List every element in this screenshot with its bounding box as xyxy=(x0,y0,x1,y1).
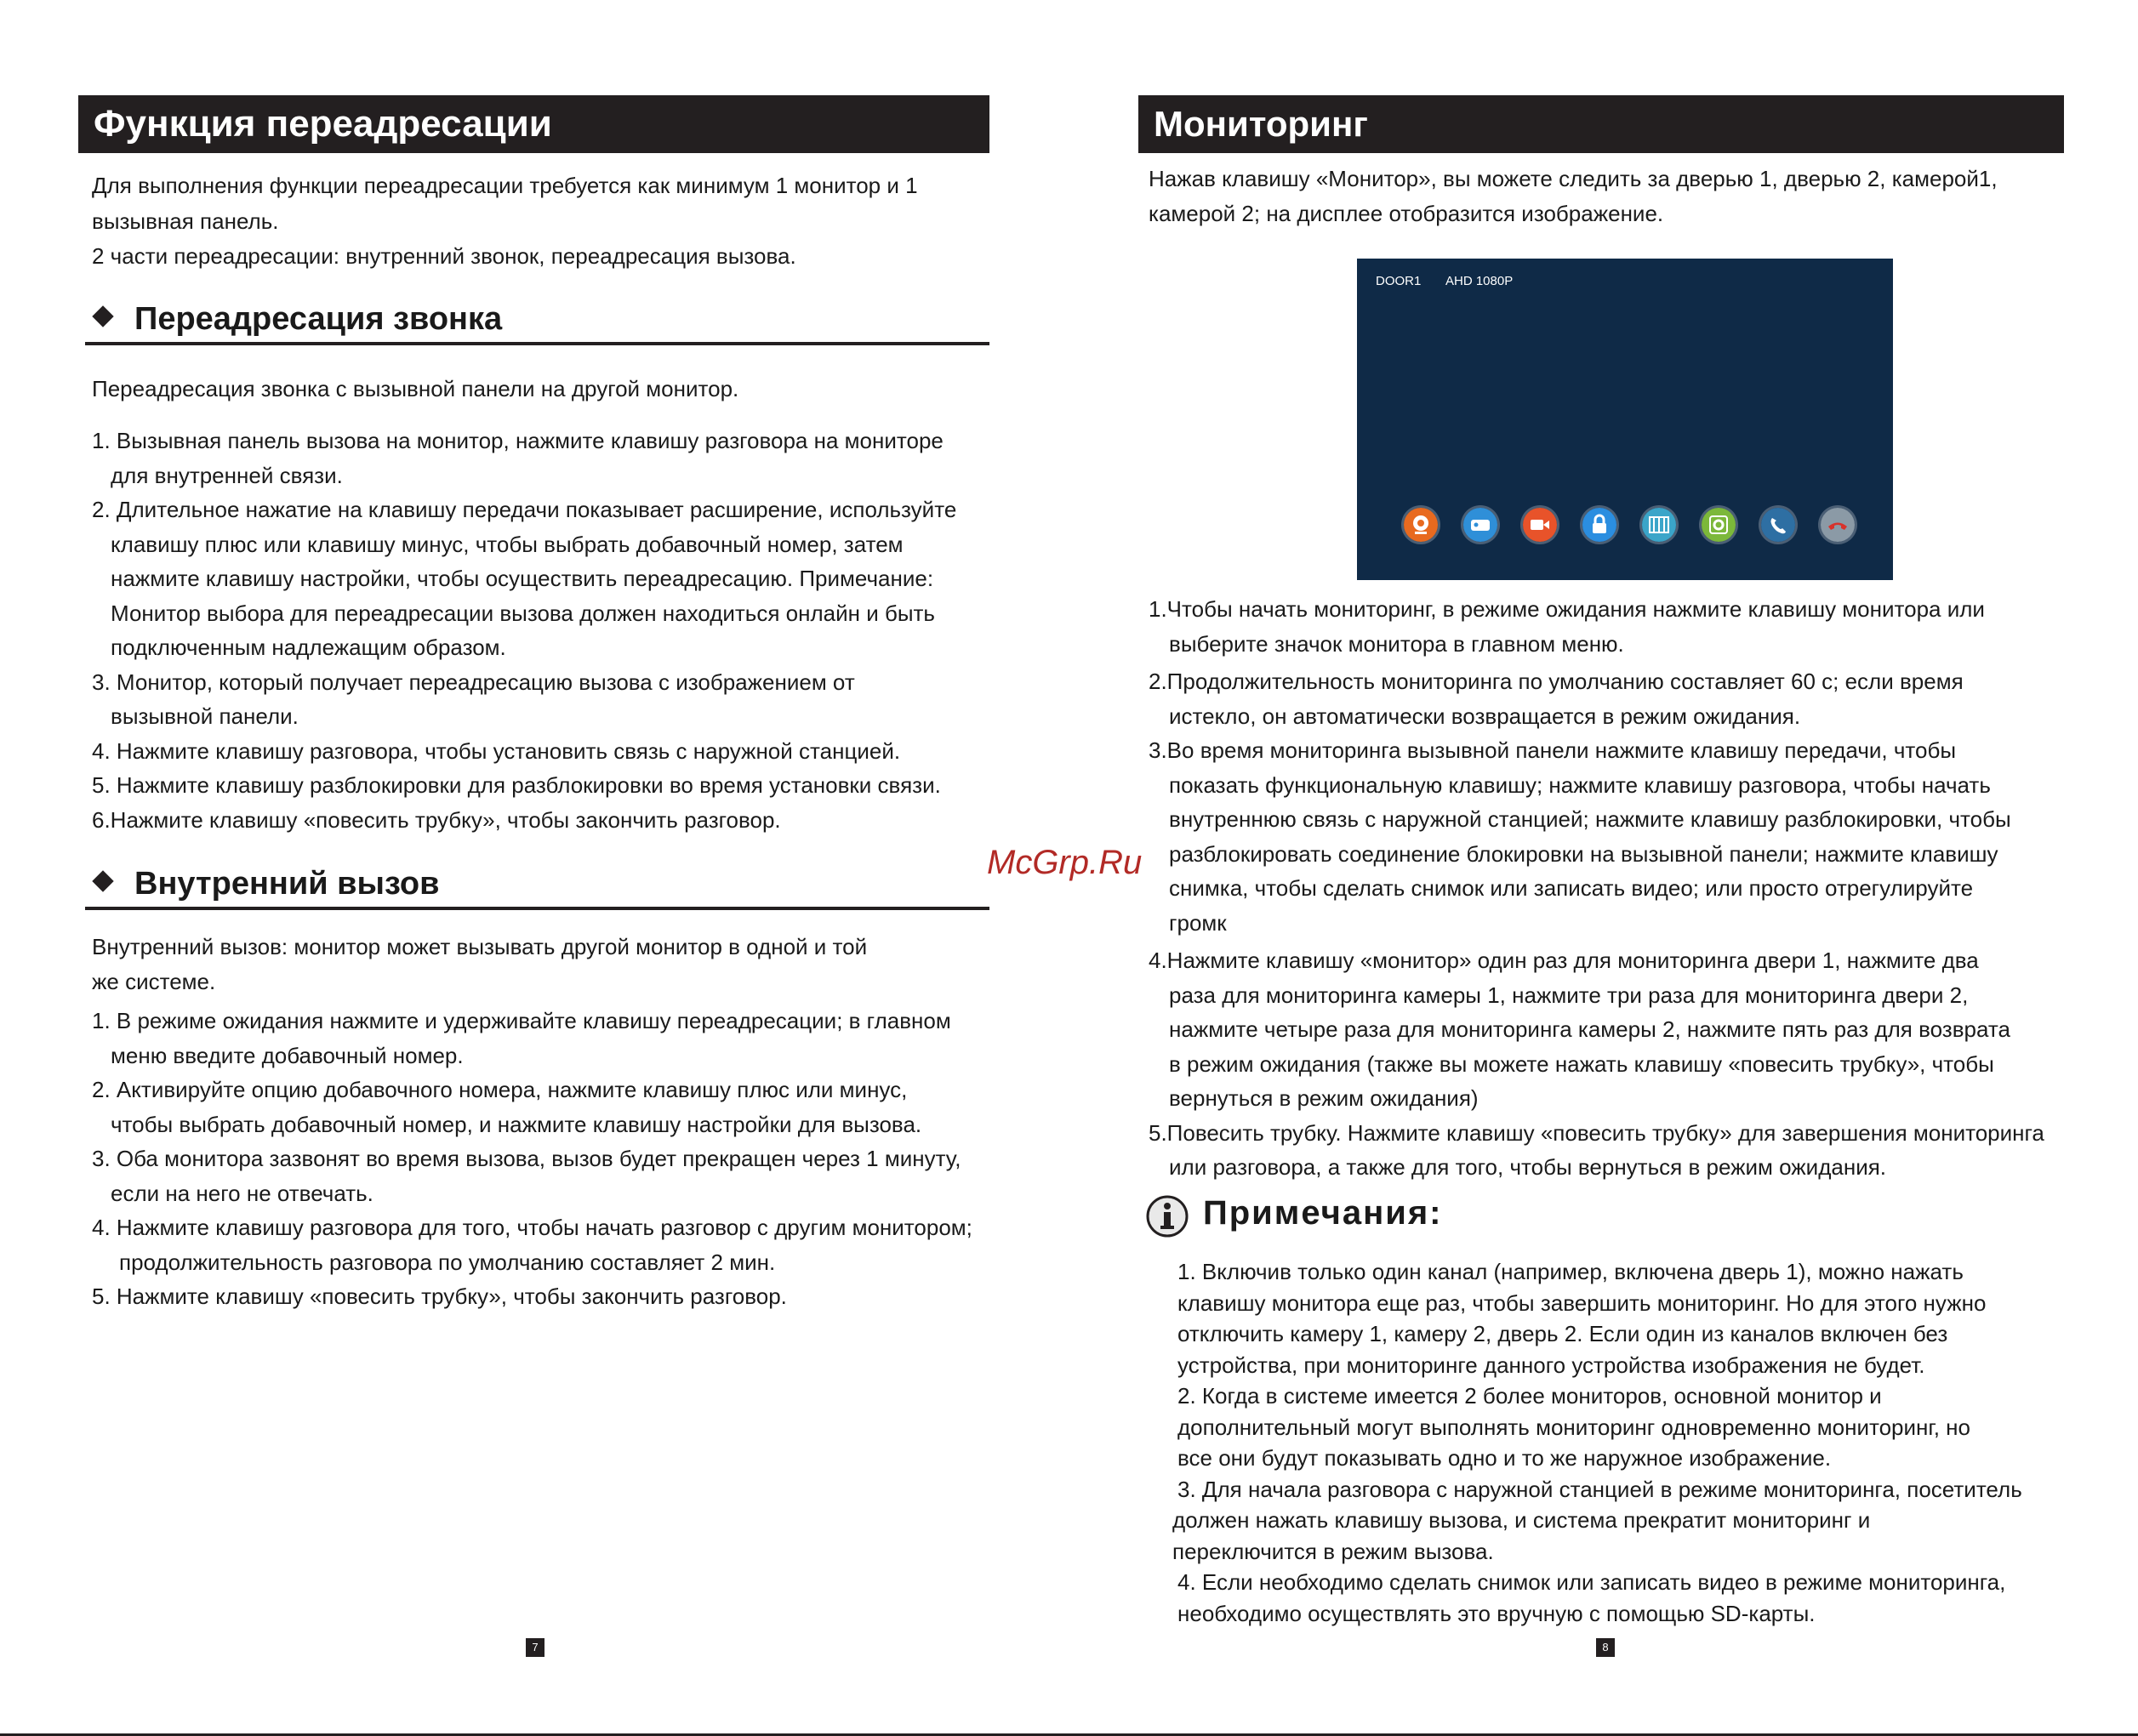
intro-line: же системе. xyxy=(92,969,216,994)
list-item: 5. Нажмите клавишу разблокировки для разблокировки во время установки связи. xyxy=(92,772,941,798)
internal-call-steps xyxy=(92,1004,972,1314)
list-item: вызывной панели. xyxy=(111,703,299,729)
page-number: 8 xyxy=(1596,1638,1615,1657)
list-item: истекло, он автоматически возвращается в режим ожидания. xyxy=(1169,703,1801,729)
list-item: 4. Если необходимо сделать снимок или записать видео в режиме мониторинга, xyxy=(1177,1569,2006,1595)
notes-title: Примечания: xyxy=(1203,1194,1443,1232)
list-item: Монитор выбора для переадресации вызова должен находиться онлайн и быть xyxy=(111,600,935,626)
call-redirect-intro: Переадресация звонка с вызывной панели на другой монитор. xyxy=(92,376,739,401)
monitoring-intro xyxy=(1149,162,1998,231)
list-item: нажмите четыре раза для мониторинга камеры 2, нажмите пять раз для возврата xyxy=(1169,1016,2010,1042)
internal-call-heading xyxy=(85,861,989,910)
icon-bg xyxy=(1702,508,1736,542)
call-redirect-steps xyxy=(92,424,956,837)
list-item: 1. Вызывная панель вызова на монитор, нажмите клавишу разговора на мониторе xyxy=(92,428,944,453)
list-item: показать функциональную клавишу; нажмите клавишу разговора, чтобы начать xyxy=(1169,771,1991,798)
list-item: отключить камеру 1, камеру 2, дверь 2. Если один из каналов включен без xyxy=(1177,1321,1948,1346)
list-item: 4. Нажмите клавишу разговора для того, чтобы начать разговор с другим монитором; xyxy=(92,1215,972,1240)
internal-call-intro xyxy=(92,930,867,999)
list-item: 2.Продолжительность мониторинга по умолчанию составляет 60 с; если время xyxy=(1149,669,1964,694)
list-item: снимка, чтобы сделать снимок или записать видео; или просто отрегулируйте xyxy=(1169,875,1974,901)
intro-line: камерой 2; на дисплее отобразится изображение. xyxy=(1149,201,1664,226)
list-item: клавишу плюс или клавишу минус, чтобы выбрать добавочный номер, затем xyxy=(111,531,904,557)
list-item: все они будут показывать одно и то же наружное изображение. xyxy=(1177,1445,1832,1471)
intro-line: Внутренний вызов: монитор может вызывать другой монитор в одной и той xyxy=(92,934,868,959)
settings-icon[interactable] xyxy=(1702,508,1736,542)
watermark: McGrp.Ru xyxy=(987,844,1143,881)
list-item: или разговора, а также для того, чтобы вернуться в режим ожидания. xyxy=(1169,1154,1887,1180)
list-item: 5. Нажмите клавишу «повесить трубку», чтобы закончить разговор. xyxy=(92,1284,787,1309)
list-item: 1. В режиме ожидания нажмите и удерживайте клавишу переадресации; в главном xyxy=(92,1008,951,1033)
list-item: 6.Нажмите клавишу «повесить трубку», чтобы закончить разговор. xyxy=(92,806,781,833)
redirect-intro xyxy=(92,168,918,275)
list-item: 3.Во время мониторинга вызывной панели нажмите клавишу передачи, чтобы xyxy=(1149,737,1957,763)
list-item: 2. Когда в системе имеется 2 более мониторов, основной монитор и xyxy=(1177,1383,1882,1409)
list-item: необходимо осуществлять это вручную с помощью SD-карты. xyxy=(1177,1600,1816,1626)
list-item: 5.Повесить трубку. Нажмите клавишу «повесить трубку» для завершения мониторинга xyxy=(1149,1119,2044,1146)
list-item: 4. Нажмите клавишу разговора, чтобы установить связь с наружной станцией. xyxy=(92,737,901,764)
list-item: переключится в режим вызова. xyxy=(1172,1538,1494,1564)
list-item: устройства, при мониторинге данного устройства изображения не будет. xyxy=(1177,1352,1925,1378)
intro-line: 2 части переадресации: внутренний звонок, переадресация вызова. xyxy=(92,243,796,269)
channel-label: DOOR1 xyxy=(1376,274,1422,288)
list-item: 3. Оба монитора зазвонят во время вызова, вызов будет прекращен через 1 минуту, xyxy=(92,1146,961,1171)
call-redirect-heading xyxy=(85,296,989,345)
list-item: громк xyxy=(1169,909,1227,936)
list-item: 2. Активируйте опцию добавочного номера, нажмите клавишу плюс или минус, xyxy=(92,1077,908,1102)
list-item: дополнительный могут выполнять мониторинг одновременно мониторинг, но xyxy=(1177,1414,1970,1440)
list-item: если на него не отвечать. xyxy=(111,1180,373,1206)
list-item: 4.Нажмите клавишу «монитор» один раз для мониторинга двери 1, нажмите два xyxy=(1149,948,1979,973)
monitoring-steps xyxy=(1149,592,2044,1185)
page-number: 7 xyxy=(526,1638,544,1657)
notes-list xyxy=(1172,1256,2022,1629)
info-icon xyxy=(1145,1194,1189,1243)
internal-call-title: Внутренний вызов xyxy=(134,866,440,902)
list-item: чтобы выбрать добавочный номер, и нажмите клавишу настройки для вызова. xyxy=(111,1111,922,1137)
list-item: 3. Монитор, который получает переадресацию вызова с изображением от xyxy=(92,669,855,695)
call-redirect-title: Переадресация звонка xyxy=(134,301,503,337)
list-item: 3. Для начала разговора с наружной станцией в режиме мониторинга, посетитель xyxy=(1177,1476,2022,1502)
intro-line: вызывная панель. xyxy=(92,208,279,234)
icon-bg xyxy=(1761,508,1795,542)
list-item: клавишу монитора еще раз, чтобы завершить мониторинг. Но для этого нужно xyxy=(1177,1289,1987,1316)
list-item: нажмите клавишу настройки, чтобы осуществить переадресацию. Примечание: xyxy=(111,566,934,591)
hangup-icon[interactable] xyxy=(1821,508,1855,542)
list-item: раза для мониторинга камеры 1, нажмите три раза для мониторинга двери 2, xyxy=(1169,982,1969,1008)
list-item: в режим ожидания (также вы можете нажать клавишу «повесить трубку», чтобы xyxy=(1169,1050,1994,1077)
list-item: 2. Длительное нажатие на клавишу передачи показывает расширение, используйте xyxy=(92,497,957,522)
list-item: 1. Включив только один канал (например, включена дверь 1), можно нажать xyxy=(1177,1259,1964,1284)
list-item: продолжительность разговора по умолчанию составляет 2 мин. xyxy=(119,1249,776,1275)
list-item: внутреннюю связь с наружной станцией; нажмите клавишу разблокировки, чтобы xyxy=(1169,806,2011,832)
list-item: разблокировать соединение блокировки на вызывной панели; нажмите клавишу xyxy=(1169,840,1998,867)
lock-icon[interactable] xyxy=(1582,508,1616,542)
resolution-label: AHD 1080P xyxy=(1445,274,1514,288)
rec-icon[interactable] xyxy=(1463,508,1497,542)
intro-line: Нажав клавишу «Монитор», вы можете следить за дверью 1, дверью 2, камерой1, xyxy=(1149,166,1998,191)
monitor-screen xyxy=(1357,259,1893,580)
list-item: подключенным надлежащим образом. xyxy=(111,635,506,660)
list-item: выберите значок монитора в главном меню. xyxy=(1169,630,1624,657)
list-item: меню введите добавочный номер. xyxy=(111,1042,464,1068)
call-icon[interactable] xyxy=(1761,508,1795,542)
diamond-bullet-icon xyxy=(92,305,113,327)
list-item: вернуться в режим ожидания) xyxy=(1169,1085,1479,1111)
diamond-bullet-icon xyxy=(92,870,113,891)
list-item: должен нажать клавишу вызова, и система прекратит мониторинг и xyxy=(1172,1507,1871,1533)
monitoring-header: Мониторинг xyxy=(1138,95,2064,153)
list-item: 1.Чтобы начать мониторинг, в режиме ожидания нажмите клавишу монитора или xyxy=(1149,596,1985,622)
intro-line: Для выполнения функции переадресации требуется как минимум 1 монитор и 1 xyxy=(92,173,918,198)
redirect-function-header: Функция переадресации xyxy=(78,95,989,153)
gate-icon[interactable] xyxy=(1642,508,1676,542)
camera-icon[interactable] xyxy=(1404,508,1438,542)
list-item: для внутренней связи. xyxy=(111,462,343,488)
video-icon[interactable] xyxy=(1523,508,1557,542)
